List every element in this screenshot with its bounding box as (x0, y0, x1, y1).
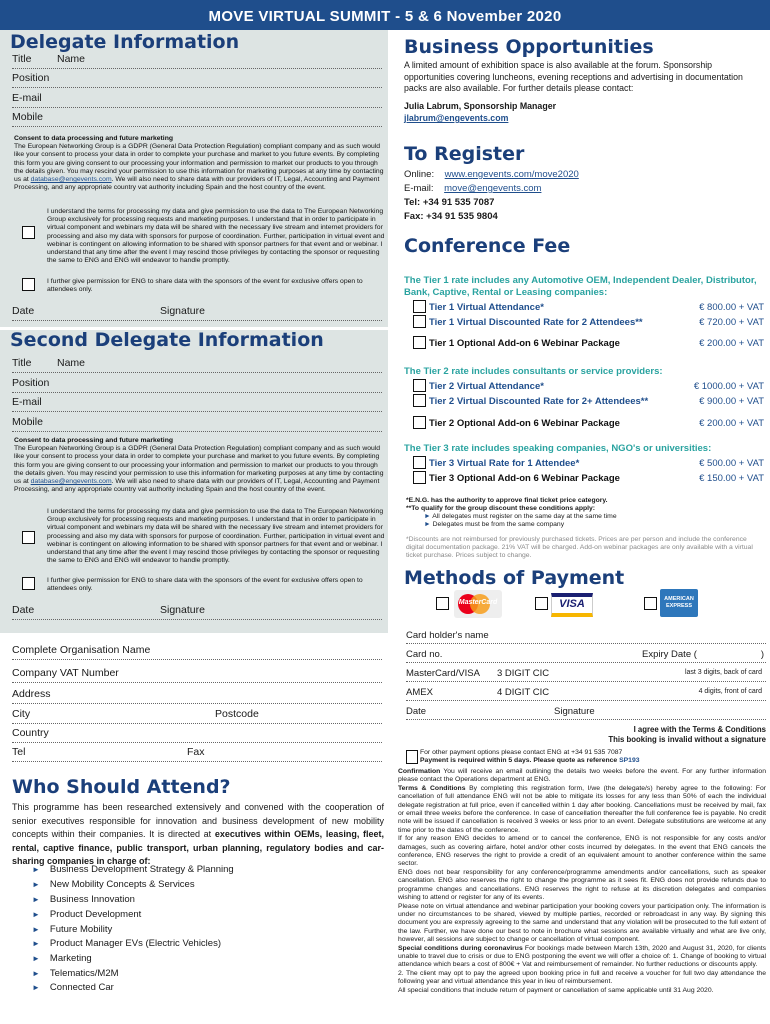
cic4-label: 4 DIGIT CIC (497, 687, 550, 698)
tier2-attendance-price: € 1000.00 + VAT (693, 381, 764, 392)
vat-label: Company VAT Number (12, 667, 119, 679)
title-field-2[interactable] (12, 357, 382, 373)
signature-label: Signature (160, 305, 205, 317)
mobile-field-2[interactable] (12, 416, 382, 432)
payment-date-label: Date (406, 706, 427, 717)
consent-checkbox-1[interactable] (22, 226, 35, 239)
business-text: A limited amount of exhibition space is also available at the forum. Sponsorship opportunities covering luncheons, evening receptions and advertising in documentation packs are also available. For further details please contact: (404, 60, 743, 93)
invalid-text: This booking is invalid without a signature (608, 735, 766, 744)
register-details (404, 168, 579, 224)
payment-due-text: Payment is required within 5 days. Please quote as reference (420, 757, 618, 765)
mobile-field[interactable] (12, 111, 382, 127)
tier1-webinar: Tier 1 Optional Add-on 6 Webinar Package (429, 338, 620, 349)
special-conditions-text: For bookings made between March 13th, 2020 and August 31, 2020, for clients unable to travel due to crisis or due to ENG postponing the event we will offer a choice of: 1. Change of booking to virtual attendance which bears a cost of 800€ + Vat and reimbursement of remainder. No further reductions or discounts apply. (398, 944, 767, 969)
city-postcode-field[interactable] (12, 708, 382, 724)
audience-item: ► Business Development Strategy & Planning (32, 864, 234, 875)
mobile-label: Mobile (12, 416, 43, 428)
consent-heading: Consent to data processing and future marketing (14, 135, 173, 142)
special-conditions-2: 2. The client may opt to pay the agreed upon booking price in full and receive a voucher for full two day attendance the following year and virtual attendance this year in lieu of reimbursement. (398, 969, 766, 986)
tier2-attendance-checkbox[interactable] (413, 379, 426, 392)
other-payment-text: For other payment options please contact ENG at +34 91 535 7087 (420, 749, 623, 756)
summit-title: MOVE VIRTUAL SUMMIT - 5 & 6 November 2020 (208, 8, 562, 25)
who-intro-text: This programme has been researched extensively and convened with the cooperation of senior executives responsible for innovation and business development of new mobility concepts within their companies. It is directed at (12, 802, 384, 839)
tier2-discount: Tier 2 Virtual Discounted Rate for 2+ Attendees** (429, 396, 649, 407)
tier2-attendance: Tier 2 Virtual Attendance* (429, 381, 544, 392)
business-contact: Julia Labrum, Sponsorship Manager (404, 101, 557, 111)
card-number-field[interactable] (406, 649, 766, 663)
audience-item: ► Telematics/M2M (32, 968, 119, 979)
terms-paragraph: Please note on virtual attendance and webinar participation your booking covers your participation only. The information is under no circumstances to be shared, viewed by multiple parties, recorded or rebroadcast in any way. By signing this document you are expressly agreeing to the same and understand that any violation will be prosecuted to the full extent of the law. Further, we have done our best to note in brochure what sessions are available virtually and what are live only, however, all sessions are subject to change or cancellation of virtual component. (398, 902, 766, 944)
tier2-webinar-price: € 200.00 + VAT (699, 418, 764, 429)
tier3-attendance: Tier 3 Virtual Rate for 1 Attendee* (429, 458, 580, 469)
amex-checkbox[interactable] (644, 597, 657, 610)
fax-label: Fax (187, 746, 205, 758)
audience-item: ► Product Development (32, 909, 141, 920)
fee-note-2: **To qualify for the group discount these conditions apply: (406, 505, 596, 513)
position-label: Position (12, 72, 50, 84)
date-signature-field[interactable] (12, 305, 382, 321)
business-email-link[interactable]: jlabrum@engevents.com (404, 113, 509, 123)
who-heading: Who Should Attend? (12, 776, 231, 798)
expiry-label: Expiry Date ( (642, 649, 697, 660)
online-label: Online: (404, 169, 435, 180)
consent-heading: Consent to data processing and future marketing (14, 437, 173, 444)
fee-disclaimer: *Discounts are not reimbursed for previously purchased tickets. Prices are per person and include the conference digital documentation package. 21% VAT will be charged. Add-on webinar packages are only available with a virtual ticket purchase. Prices subject to change. (406, 536, 753, 560)
title-label: Title (12, 357, 32, 369)
email-label: E-mail (12, 396, 42, 408)
terms-text: By completing this registration form, I/we (the delegate/s) hereby agree to the following: For cancellation of full attendance ENG will not be able to mitigate its losses for any less than 50% of each the individual delegate registration at full price, even if cancelled within 1 day after booking. Cancellations must be received by mail, fax or email three weeks before the conference. In case of cancellation thereafter the full conference fee is payable. No credit note will be issued if cancellation is received 3 weeks or less prior to an event. Delegate substitutions are welcome at any time prior to the dates of the conference. (398, 784, 767, 834)
mc-visa-label: MasterCard/VISA (406, 668, 480, 679)
audience-item: ► Connected Car (32, 982, 114, 993)
other-payment (420, 749, 766, 765)
tier3-webinar-checkbox[interactable] (413, 471, 426, 484)
agree-text: I agree with the Terms & Conditions (633, 725, 766, 734)
consent-email-link[interactable]: database@engevents.com (30, 478, 112, 486)
email-field-2[interactable] (12, 396, 382, 412)
tier3-attendance-price: € 500.00 + VAT (699, 458, 764, 469)
consent-check1-text: I understand the terms for processing my data and give permission to use the data to The European Networking Group exclusively for processing requests and marketing purposes. I understand that in order to participate in virtual component and webinars my data will be shared with the necessary live stream and internet providers for processing and also my data with sponsors for purpose of coordination. Further, participation in virtual event and webinar is contingent on allowing information to be shared with sponsor partners for that event and or webinar. I understand that any time after the event I may rescind those privileges by contacting the sponsor or requesting the same to ENG and ENG will endeavor to handle promptly. (47, 208, 385, 265)
postcode-label: Postcode (215, 708, 259, 720)
position-field-2[interactable] (12, 377, 382, 393)
fee-note-4: Delegates must be from the same company (432, 521, 565, 529)
tier1-heading: The Tier 1 rate includes any Automotive OEM, Independent Dealer, Distributor, Bank, Captive, Rental or Leasing companies: (404, 275, 757, 298)
tier2-discount-checkbox[interactable] (413, 394, 426, 407)
fee-note-1: *E.N.G. has the authority to approve final ticket price category. (406, 497, 608, 504)
tier1-attendance: Tier 1 Virtual Attendance* (429, 302, 544, 313)
consent-check2-text: I further give permission for ENG to share data with the sponsors of the event for exclusive offers open to attendees only. (47, 577, 363, 593)
tier1-discount-price: € 720.00 + VAT (699, 317, 764, 328)
tier1-webinar-checkbox[interactable] (413, 336, 426, 349)
city-label: City (12, 708, 31, 720)
address-label: Address (12, 688, 51, 700)
tier3-webinar-price: € 150.00 + VAT (699, 473, 764, 484)
consent-text-b: . We will also need to share data with our providers of IT, Legal, Accounting and Payment Processing, and any appropriate country vat authority including Spain and the host country of the event. (14, 176, 380, 192)
cic3-label: 3 DIGIT CIC (497, 668, 550, 679)
tier1-attendance-checkbox[interactable] (413, 300, 426, 313)
expiry-end: ) (760, 649, 765, 660)
date-label: Date (12, 604, 35, 616)
email-field[interactable] (12, 92, 382, 108)
cic3-field[interactable] (406, 668, 766, 682)
summit-banner (0, 0, 770, 30)
register-email-label: E-mail: (404, 183, 434, 194)
tier2-webinar: Tier 2 Optional Add-on 6 Webinar Package (429, 418, 620, 429)
audience-item: ► New Mobility Concepts & Services (32, 879, 195, 890)
signature-label: Signature (160, 604, 205, 616)
title-label: Title (12, 53, 32, 65)
agree-block (608, 725, 766, 745)
payment-reference: SP193 (619, 757, 640, 765)
title-field[interactable] (12, 53, 382, 69)
card-number-label: Card no. (406, 649, 443, 660)
position-label: Position (12, 377, 50, 389)
special-conditions-label: Special conditions during coronavirus (398, 944, 523, 952)
amex-label: AMEX (406, 687, 433, 698)
consent-email-link[interactable]: database@engevents.com (30, 176, 112, 184)
vat-field[interactable] (12, 667, 382, 683)
organisation-label: Complete Organisation Name (12, 644, 151, 656)
visa-checkbox[interactable] (535, 597, 548, 610)
tier1-attendance-price: € 800.00 + VAT (699, 302, 764, 313)
consent-text: The European Networking Group is a GDPR (General Data Protection Regulation) compliant company and as such would like your consent to process your data in order to complete your purchase and market to you future events. By completing this form you are giving consent to our processing your information and permission to market our products to you through the details given. You may rescind your permission to use this information for marketing purposes at any time by contacting us at (14, 445, 384, 486)
special-conditions-3: All special conditions that include return of payment or cancellation of same applicable until 31 Aug 2020. (398, 986, 714, 994)
name-label: Name (57, 357, 86, 369)
mobile-label: Mobile (12, 111, 43, 123)
amex-icon: AMERICAN EXPRESS (660, 589, 698, 617)
mastercard-icon (454, 590, 502, 618)
tier2-discount-price: € 900.00 + VAT (699, 396, 764, 407)
consent-block-2 (14, 437, 384, 494)
card-holder-field[interactable] (406, 630, 766, 644)
card-holder-label: Card holder's name (406, 630, 489, 641)
tier2-webinar-checkbox[interactable] (413, 416, 426, 429)
cic4-field[interactable] (406, 687, 766, 701)
other-payment-checkbox[interactable] (406, 750, 418, 764)
payment-heading: Methods of Payment (404, 567, 625, 589)
date-label: Date (12, 305, 35, 317)
who-intro-bold: executives within OEMs, leasing, fleet, rental, captive finance, public transport, urban planning, regulatory bodies and car-sharing companies in charge of: (12, 829, 384, 866)
fee-note-3: All delegates must register on the same day at the same time (432, 513, 617, 521)
consent-checkbox-4[interactable] (22, 577, 35, 590)
who-intro (12, 801, 384, 869)
register-tel: Tel: +34 91 535 7087 (404, 197, 495, 208)
visa-icon (551, 593, 593, 617)
terms-paragraph: If for any reason ENG decides to amend or to cancel the conference, ENG is not responsible for any costs and/or damages, such as covering airfare, hotel and/or other costs incurred by delegates. In the event that ENG cancels the conference, ENG reserves the right to provide a credit of an equivalent amount to another conference within the same sector. (398, 835, 766, 868)
consent-block (14, 135, 384, 192)
delegate-heading: Delegate Information (10, 31, 240, 53)
tel-label: Tel (12, 746, 26, 758)
tier2-heading: The Tier 2 rate includes consultants or service providers: (404, 366, 663, 377)
tier3-webinar: Tier 3 Optional Add-on 6 Webinar Package (429, 473, 620, 484)
cic3-note: last 3 digits, back of card (684, 669, 762, 676)
consent-check2-text: I further give permission for ENG to share data with the sponsors of the event for exclusive offers open to attendees only. (47, 278, 363, 294)
online-link[interactable]: www.engevents.com/move2020 (444, 169, 579, 180)
tier1-discount-checkbox[interactable] (413, 315, 426, 328)
fee-notes: *E.N.G. has the authority to approve final ticket price category. **To qualify for the group discount these conditions apply: ► All delegates must register on the same day at the same time ► Delegates must be from the same company (406, 497, 766, 529)
audience-item: ► Marketing (32, 953, 92, 964)
audience-item: ► Future Mobility (32, 924, 112, 935)
tier1-webinar-price: € 200.00 + VAT (699, 338, 764, 349)
mastercard-checkbox[interactable] (436, 597, 449, 610)
payment-date-signature-field[interactable] (406, 706, 766, 720)
payment-signature-label: Signature (554, 706, 595, 717)
mastercard-label: MasterCard (458, 599, 498, 606)
tier1-discount: Tier 1 Virtual Discounted Rate for 2 Attendees** (429, 317, 643, 328)
consent-check1-text: I understand the terms for processing my data and give permission to use the data to The European Networking Group exclusively for processing requests and marketing purposes. I understand that in order to participate in virtual component and webinars my data will be shared with the necessary live stream and internet providers for processing and also my data with sponsors for purpose of coordination. Further, participation in virtual event and webinar is contingent on allowing information to be shared with sponsor partners for that event and or webinar. I understand that any time after the event I may rescind those privileges by contacting the sponsor or requesting the same to ENG and ENG will endeavor to handle promptly. (47, 508, 385, 565)
register-heading: To Register (404, 143, 525, 165)
date-signature-field-2[interactable] (12, 604, 382, 620)
address-field[interactable] (12, 688, 382, 704)
country-label: Country (12, 727, 49, 739)
tier3-heading: The Tier 3 rate includes speaking companies, NGO's or universities: (404, 443, 712, 454)
second-delegate-heading: Second Delegate Information (10, 329, 324, 351)
audience-item: ► Product Manager EVs (Electric Vehicles) (32, 938, 221, 949)
tel-fax-field[interactable] (12, 746, 382, 762)
cic4-note: 4 digits, front of card (698, 688, 762, 695)
audience-item: ► Business Innovation (32, 894, 135, 905)
name-label: Name (57, 53, 86, 65)
fee-heading: Conference Fee (404, 235, 571, 257)
terms-label: Terms & Conditions (398, 784, 466, 792)
country-field[interactable] (12, 727, 382, 743)
terms-block (398, 768, 766, 995)
confirmation-text: You will receive an email outlining the details two weeks before the event. For any further information please contact the Operations department at ENG. (398, 768, 766, 784)
register-email-link[interactable]: move@engevents.com (444, 183, 542, 194)
consent-checkbox-3[interactable] (22, 531, 35, 544)
confirmation-label: Confirmation (398, 768, 441, 775)
tier3-attendance-checkbox[interactable] (413, 456, 426, 469)
position-field[interactable] (12, 72, 382, 88)
business-heading: Business Opportunities (404, 36, 654, 58)
consent-checkbox-2[interactable] (22, 278, 35, 291)
terms-paragraph: ENG does not bear responsibility for any conference/programme amendments and/or cancellations, such as speaker cancellation. ENG also reserves the right to change the programme as it sees fit. ENG does not provide refunds due to programme changes and cancellations. ENG reserves the right to refuse at its discretion delegates and companies wishing to attend or register for any of its events. (398, 868, 766, 902)
visa-label: VISA (559, 598, 585, 610)
email-label: E-mail (12, 92, 42, 104)
consent-text-b: . We will also need to share data with our providers of IT, Legal, Accounting and Payment Processing, and any appropriate country vat authority including Spain and the host country of the event. (14, 478, 380, 494)
register-fax: Fax: +34 91 535 9804 (404, 211, 498, 222)
organisation-field[interactable] (12, 644, 382, 660)
consent-text: The European Networking Group is a GDPR (General Data Protection Regulation) compliant company and as such would like your consent to process your data in order to complete your purchase and market to you future events. By completing this form you are giving consent to our processing your information and permission to market our products to you through the details given. You may rescind your permission to use this information for marketing purposes at any time by contacting us at (14, 143, 384, 184)
